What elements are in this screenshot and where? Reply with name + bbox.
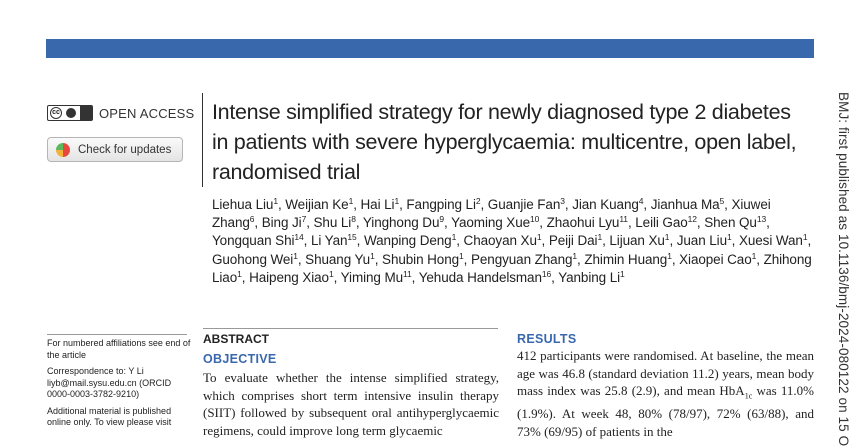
author-affiliation: 1 xyxy=(802,232,808,243)
author xyxy=(609,233,669,248)
author-name: Pengyuan Zhang xyxy=(470,251,573,267)
author xyxy=(249,270,334,285)
author-affiliation: 7 xyxy=(301,214,307,225)
author-name: Shu Li xyxy=(313,215,352,231)
author xyxy=(364,233,456,248)
author-affiliation: 1 xyxy=(727,232,732,243)
author-affiliation: 1 xyxy=(620,268,625,279)
author-affiliation: 1 xyxy=(664,232,670,243)
author-affiliation: 1 xyxy=(370,250,375,261)
open-access xyxy=(47,105,194,121)
author-name: Fangping Li xyxy=(406,197,476,212)
author xyxy=(635,215,697,230)
author xyxy=(305,252,375,267)
author-affiliation: 1 xyxy=(328,268,334,279)
author-name: Zhaohui Lyu xyxy=(546,215,620,231)
author xyxy=(311,233,357,248)
author-affiliation: 13 xyxy=(756,214,767,225)
author-name: Shubin Hong xyxy=(382,251,460,267)
author-name: Yanbing Li xyxy=(558,269,621,285)
crossmark-icon xyxy=(56,143,70,157)
author xyxy=(314,215,356,230)
author-name: Yiming Mu xyxy=(340,269,404,285)
author xyxy=(361,197,400,212)
author-affiliation: 6 xyxy=(249,214,255,225)
title-rule xyxy=(202,93,203,187)
sidebar-rule xyxy=(47,334,187,335)
check-for-updates-button[interactable] xyxy=(47,137,183,162)
author-name: Weijian Ke xyxy=(285,197,349,212)
author-name: Liehua Liu xyxy=(212,197,274,212)
author-name: Guohong Wei xyxy=(212,251,294,267)
author-affiliation: 1 xyxy=(536,232,542,243)
author-affiliation: 14 xyxy=(294,232,304,243)
author xyxy=(679,252,756,267)
author-affiliation: 1 xyxy=(751,250,757,261)
author-name: Jianhua Ma xyxy=(650,197,720,212)
author xyxy=(262,215,306,230)
author-affiliation: 11 xyxy=(619,214,628,225)
author xyxy=(651,197,724,212)
author-name: Zhihong Liao xyxy=(212,251,812,285)
author-affiliation: 16 xyxy=(541,268,552,279)
author-name: Wanping Deng xyxy=(363,233,452,249)
author-affiliation: 1 xyxy=(348,196,354,206)
results-text-a: 412 participants were randomised. At baseline, the mean age was 46.8 (standard deviation 11.2) years, mean body mass index was 25.8 (2.9), and mean HbA xyxy=(517,348,814,398)
author-name: Shuang Yu xyxy=(305,251,371,267)
author-name: Yongquan Shi xyxy=(212,233,295,249)
author-name: Li Yan xyxy=(310,233,348,249)
author-affiliation: 8 xyxy=(351,214,356,225)
author xyxy=(419,270,551,285)
results-subscript: 1c xyxy=(744,391,753,401)
author xyxy=(739,233,808,248)
correspondence: Correspondence to: Y Li liyb@mail.sysu.edu.cn (ORCID 0000-0003-3782-9210) xyxy=(47,366,172,399)
author-name: Peiji Dai xyxy=(548,233,598,249)
results-heading: RESULTS xyxy=(517,332,577,346)
author-affiliation: 1 xyxy=(394,196,400,206)
author xyxy=(451,215,539,230)
objective-heading: OBJECTIVE xyxy=(203,352,277,366)
doi-vertical-note: BMJ: first published as 10.1136/bmj-2024-080122 on 15 O xyxy=(836,92,851,446)
check-for-updates-label: Check for updates xyxy=(78,143,172,156)
author-affiliation: 1 xyxy=(451,232,457,243)
header-band xyxy=(46,39,814,58)
author xyxy=(212,233,304,248)
author-name: Zhimin Huang xyxy=(584,251,668,267)
objective-text: To evaluate whether the intense simplified strategy, which comprises short term intensive insulin therapy (SIIT) followed by subsequent oral antihyperglycaemic regimens, could improve long term glycaemic xyxy=(203,370,499,438)
author xyxy=(677,233,732,248)
author-name: Guanjie Fan xyxy=(487,197,561,212)
author-name: Xiaopei Cao xyxy=(679,251,752,267)
author xyxy=(558,270,624,285)
cc-license-icon: cc xyxy=(47,105,93,121)
affiliations-note: For numbered affiliations see end of the article xyxy=(47,338,191,360)
author-name: Yaoming Xue xyxy=(451,215,531,231)
author-affiliation: 9 xyxy=(439,214,445,225)
author-name: Yehuda Handelsman xyxy=(418,269,542,285)
author-name: Leili Gao xyxy=(635,215,688,231)
author-name: Jian Kuang xyxy=(572,197,639,212)
author-affiliation: 1 xyxy=(459,250,464,261)
author-affiliation: 3 xyxy=(560,196,565,206)
author-name: Chaoyan Xu xyxy=(463,233,537,249)
abstract-rule xyxy=(203,328,498,329)
author-list: Liehua Liu$^1$, Weijian Ke$^1$, Hai Li$^1$, Fangping Li$^2$, Guanjie Fan$^3$, Jian Kuang$^4$, Jianhua Ma$^5$, Xiuwei Zhang$^6$, Bing Ji$^7$, Shu Li$^8$, Yinghong Du$^9$, Yaoming Xue$^{10}$, Zhaohui Lyu$^{11}$, Leili Gao$^{12}$, Shen Qu$^{13}$, Yongquan Shi$^{14}$, Li Yan$^{15}$, Wanping Deng$^1$, Chaoyan Xu$^1$, Peiji Dai$^1$, Lijuan Xu$^1$, Juan Liu$^1$, Xuesi Wan$^1$, Guohong Wei$^1$, Shuang Yu$^1$, Shubin Hong$^1$, Pengyuan Zhang$^1$, Zhimin Huang$^1$, Xiaopei Cao$^1$, Zhihong Liao$^1$, Haipeng Xiao$^1$, Yiming Mu$^{11}$, Yehuda Handelsman$^{16}$, Yanbing Li$^1$ xyxy=(212,196,812,285)
author-affiliation: 5 xyxy=(719,196,725,206)
author-affiliation: 1 xyxy=(572,250,578,261)
author-affiliation: 2 xyxy=(475,196,481,206)
author-affiliation: 11 xyxy=(403,268,412,279)
author xyxy=(341,270,412,285)
author xyxy=(382,252,464,267)
results-text xyxy=(517,347,814,440)
author-name: Shen Qu xyxy=(704,215,757,231)
author-affiliation: 4 xyxy=(638,196,644,206)
results-text-b: was 11.0% (1.9%). At week 48, 80% (78/97), 72% (63/88), and 73% (69/95) of patients in the xyxy=(517,383,814,439)
section-label: RESEARCH xyxy=(723,42,812,58)
author xyxy=(547,215,628,230)
author-affiliation: 12 xyxy=(687,214,697,225)
author xyxy=(212,252,298,267)
author-name: Juan Liu xyxy=(676,233,727,249)
article-title: Intense simplified strategy for newly diagnosed type 2 diabetes in patients with severe hyperglycaemia: multicentre, open label, randomised trial xyxy=(212,100,797,184)
author xyxy=(704,215,766,230)
author xyxy=(285,197,353,212)
additional-material: Additional material is published online only. To view please visit xyxy=(47,405,172,427)
author xyxy=(471,252,577,267)
sidebar-notes xyxy=(47,334,192,434)
author-name: Haipeng Xiao xyxy=(249,269,329,285)
author-name: Hai Li xyxy=(360,197,395,212)
author xyxy=(212,197,278,212)
author-name: Lijuan Xu xyxy=(609,233,665,249)
author xyxy=(549,233,602,248)
author xyxy=(363,215,444,230)
author-affiliation: 1 xyxy=(273,196,278,206)
author-name: Xiuwei Zhang xyxy=(212,197,771,231)
author-name: Xuesi Wan xyxy=(738,233,803,249)
author xyxy=(406,197,480,212)
open-access-label: OPEN ACCESS xyxy=(99,105,195,121)
author-affiliation: 1 xyxy=(293,250,298,261)
author xyxy=(584,252,671,267)
author-affiliation: 1 xyxy=(597,232,603,243)
author xyxy=(464,233,542,248)
author-affiliation: 1 xyxy=(667,250,672,261)
author-name: Bing Ji xyxy=(261,215,302,231)
author xyxy=(488,197,565,212)
author-affiliation: 15 xyxy=(347,232,357,243)
author-affiliation: 1 xyxy=(237,268,242,279)
author xyxy=(572,197,643,212)
abstract-heading: ABSTRACT xyxy=(203,332,269,346)
author-affiliation: 10 xyxy=(530,214,540,225)
author-name: Yinghong Du xyxy=(362,215,440,231)
